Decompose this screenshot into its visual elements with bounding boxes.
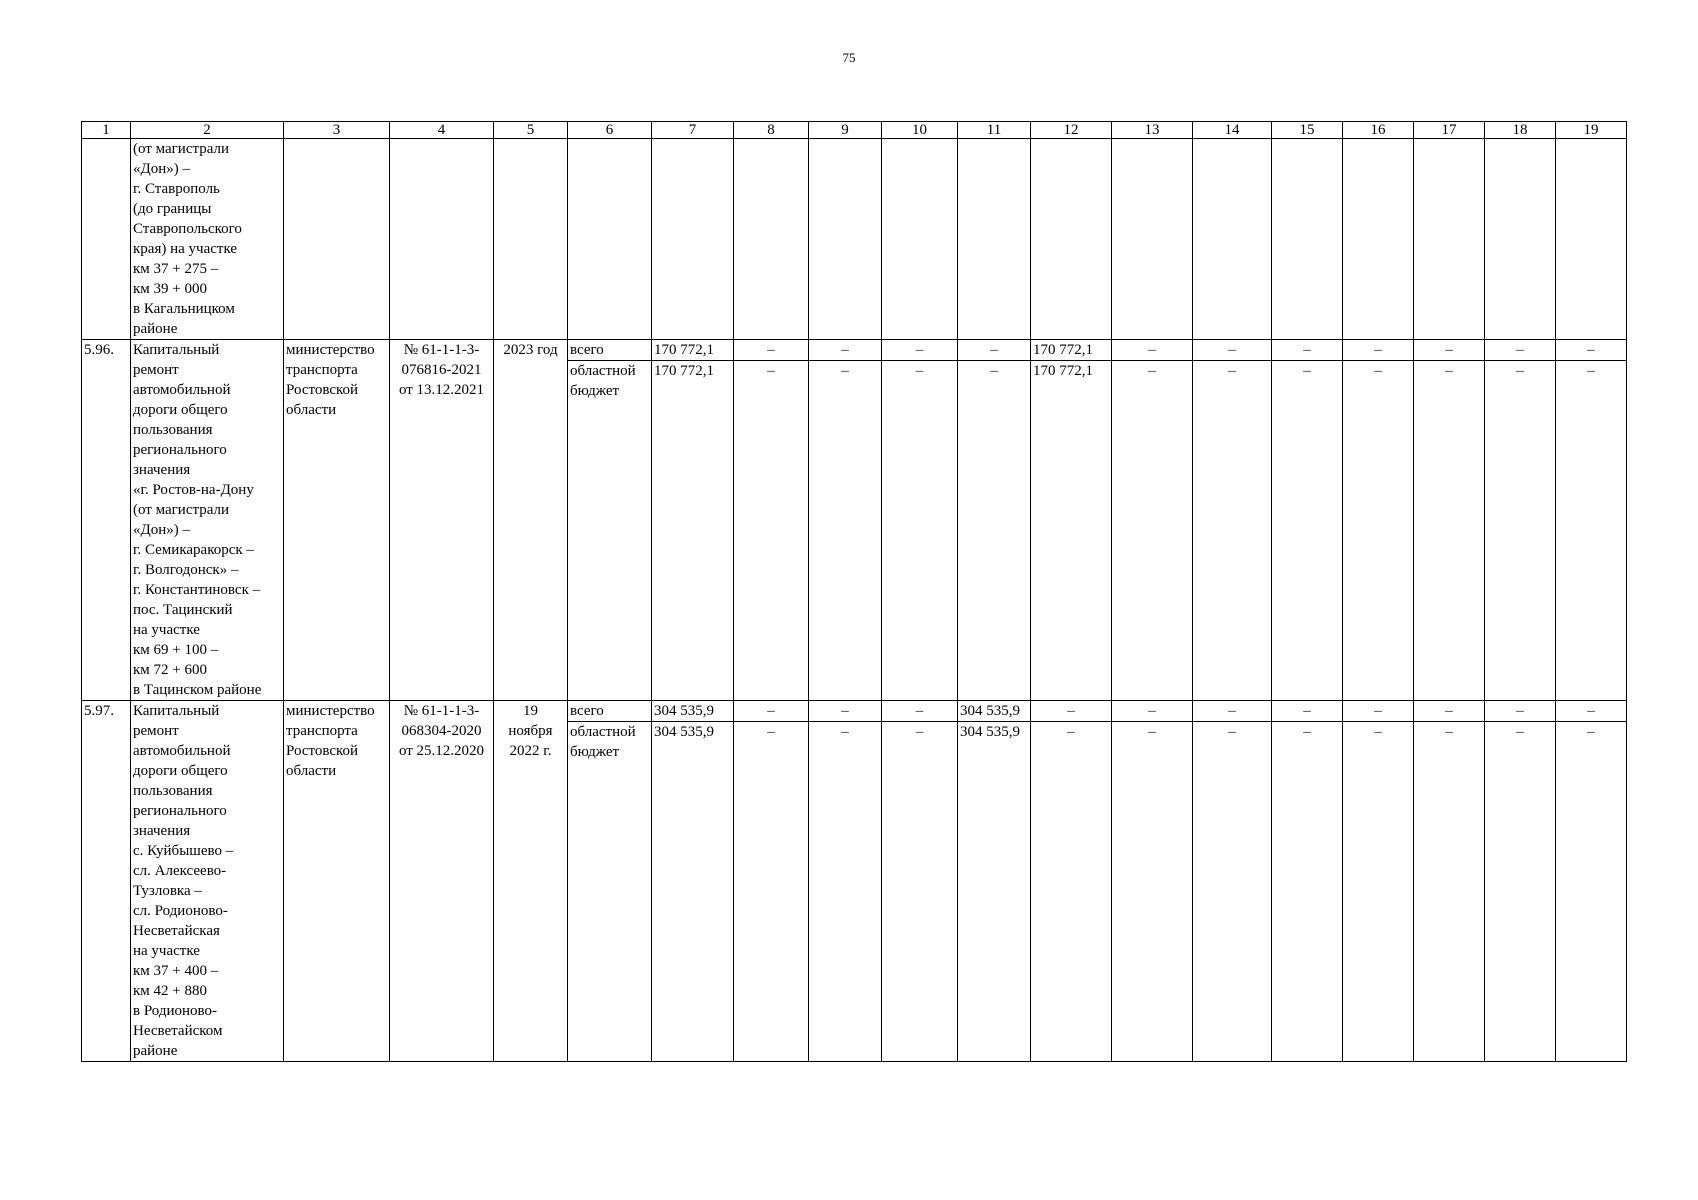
document-reference: № 61-1-1-3- 076816-2021 от 13.12.2021 (390, 340, 494, 701)
responsible-body: министерство транспорта Ростовской области (284, 340, 390, 701)
value-col-9: – (809, 701, 882, 722)
document-reference: № 61-1-1-3- 068304-2020 от 25.12.2020 (390, 701, 494, 1062)
column-header: 16 (1343, 122, 1414, 139)
value-col-7: 170 772,1 (652, 340, 734, 361)
object-name: Капитальный ремонт автомобильной дороги общего пользования регионального значения с. Куйбышево – сл. Алексеево- Тузловка – сл. Родионово- Несветайская на участке км 37 + 400 – км 42 + 880 в Родионово- Несветайском районе (131, 701, 284, 1062)
value-col-18: – (1485, 701, 1556, 722)
value-col-16: – (1343, 701, 1414, 722)
value-col-13: – (1112, 340, 1193, 361)
table-row (82, 340, 1627, 361)
column-header: 14 (1193, 122, 1272, 139)
value-col-18: – (1485, 361, 1556, 701)
value-col-10: – (882, 361, 958, 701)
value-col-17: – (1414, 340, 1485, 361)
column-header: 13 (1112, 122, 1193, 139)
value-col-17: – (1414, 701, 1485, 722)
column-header: 6 (568, 122, 652, 139)
value-col-17: – (1414, 361, 1485, 701)
table-cell (1343, 139, 1414, 340)
value-col-10: – (882, 701, 958, 722)
value-col-19: – (1556, 340, 1627, 361)
value-col-19: – (1556, 722, 1627, 1062)
column-header: 15 (1272, 122, 1343, 139)
table-cell (82, 139, 131, 340)
value-col-15: – (1272, 340, 1343, 361)
value-col-8: – (734, 701, 809, 722)
value-col-12: 170 772,1 (1031, 340, 1112, 361)
table-cell (809, 139, 882, 340)
table-cell (1272, 139, 1343, 340)
value-col-7: 304 535,9 (652, 722, 734, 1062)
value-col-7: 304 535,9 (652, 701, 734, 722)
value-col-15: – (1272, 361, 1343, 701)
column-header: 1 (82, 122, 131, 139)
column-header: 3 (284, 122, 390, 139)
table-row (82, 701, 1627, 722)
value-col-14: – (1193, 701, 1272, 722)
funding-source: всего (568, 340, 652, 361)
value-col-10: – (882, 722, 958, 1062)
value-col-12: 170 772,1 (1031, 361, 1112, 701)
value-col-11: – (958, 340, 1031, 361)
table-cell (568, 139, 652, 340)
value-col-17: – (1414, 722, 1485, 1062)
table-cell (1556, 139, 1627, 340)
table-cell (1112, 139, 1193, 340)
table-cell (1193, 139, 1272, 340)
value-col-11: – (958, 361, 1031, 701)
value-col-14: – (1193, 361, 1272, 701)
table-cell (494, 139, 568, 340)
value-col-18: – (1485, 340, 1556, 361)
object-name: Капитальный ремонт автомобильной дороги общего пользования регионального значения «г. Ростов-на-Дону (от магистрали «Дон») – г. Семикаракорск – г. Волгодонск» – г. Константиновск – пос. Тацинский на участке км 69 + 100 – км 72 + 600 в Тацинском районе (131, 340, 284, 701)
column-header: 5 (494, 122, 568, 139)
column-header: 11 (958, 122, 1031, 139)
column-header: 4 (390, 122, 494, 139)
value-col-9: – (809, 361, 882, 701)
value-col-8: – (734, 722, 809, 1062)
value-col-8: – (734, 361, 809, 701)
funding-source: областной бюджет (568, 722, 652, 1062)
row-number: 5.96. (82, 340, 131, 701)
continuation-row (82, 139, 1627, 340)
table-cell (1485, 139, 1556, 340)
column-number-row (82, 122, 1627, 139)
table-cell (958, 139, 1031, 340)
value-col-13: – (1112, 361, 1193, 701)
table-cell (882, 139, 958, 340)
value-col-19: – (1556, 701, 1627, 722)
value-col-7: 170 772,1 (652, 361, 734, 701)
value-col-16: – (1343, 361, 1414, 701)
column-header: 9 (809, 122, 882, 139)
continuation-text: (от магистрали «Дон») – г. Ставрополь (до границы Ставропольского края) на участке км 37 + 275 – км 39 + 000 в Кагальницком районе (131, 139, 284, 340)
value-col-13: – (1112, 722, 1193, 1062)
table-cell (734, 139, 809, 340)
column-header: 10 (882, 122, 958, 139)
value-col-8: – (734, 340, 809, 361)
financing-table (81, 121, 1627, 1062)
value-col-11: 304 535,9 (958, 722, 1031, 1062)
deadline: 19 ноября 2022 г. (494, 701, 568, 1062)
column-header: 12 (1031, 122, 1112, 139)
value-col-15: – (1272, 722, 1343, 1062)
value-col-18: – (1485, 722, 1556, 1062)
page-number: 75 (842, 50, 856, 65)
table-cell (652, 139, 734, 340)
column-header: 7 (652, 122, 734, 139)
column-header: 17 (1414, 122, 1485, 139)
column-header: 8 (734, 122, 809, 139)
value-col-10: – (882, 340, 958, 361)
funding-source: всего (568, 701, 652, 722)
value-col-9: – (809, 340, 882, 361)
table-cell (390, 139, 494, 340)
value-col-12: – (1031, 701, 1112, 722)
responsible-body: министерство транспорта Ростовской области (284, 701, 390, 1062)
value-col-11: 304 535,9 (958, 701, 1031, 722)
value-col-12: – (1031, 722, 1112, 1062)
value-col-9: – (809, 722, 882, 1062)
value-col-15: – (1272, 701, 1343, 722)
value-col-19: – (1556, 361, 1627, 701)
column-header: 18 (1485, 122, 1556, 139)
column-header: 19 (1556, 122, 1627, 139)
value-col-13: – (1112, 701, 1193, 722)
row-number: 5.97. (82, 701, 131, 1062)
value-col-16: – (1343, 722, 1414, 1062)
deadline: 2023 год (494, 340, 568, 701)
funding-source: областной бюджет (568, 361, 652, 701)
value-col-14: – (1193, 722, 1272, 1062)
value-col-14: – (1193, 340, 1272, 361)
table-cell (1031, 139, 1112, 340)
table-cell (1414, 139, 1485, 340)
column-header: 2 (131, 122, 284, 139)
value-col-16: – (1343, 340, 1414, 361)
table-cell (284, 139, 390, 340)
